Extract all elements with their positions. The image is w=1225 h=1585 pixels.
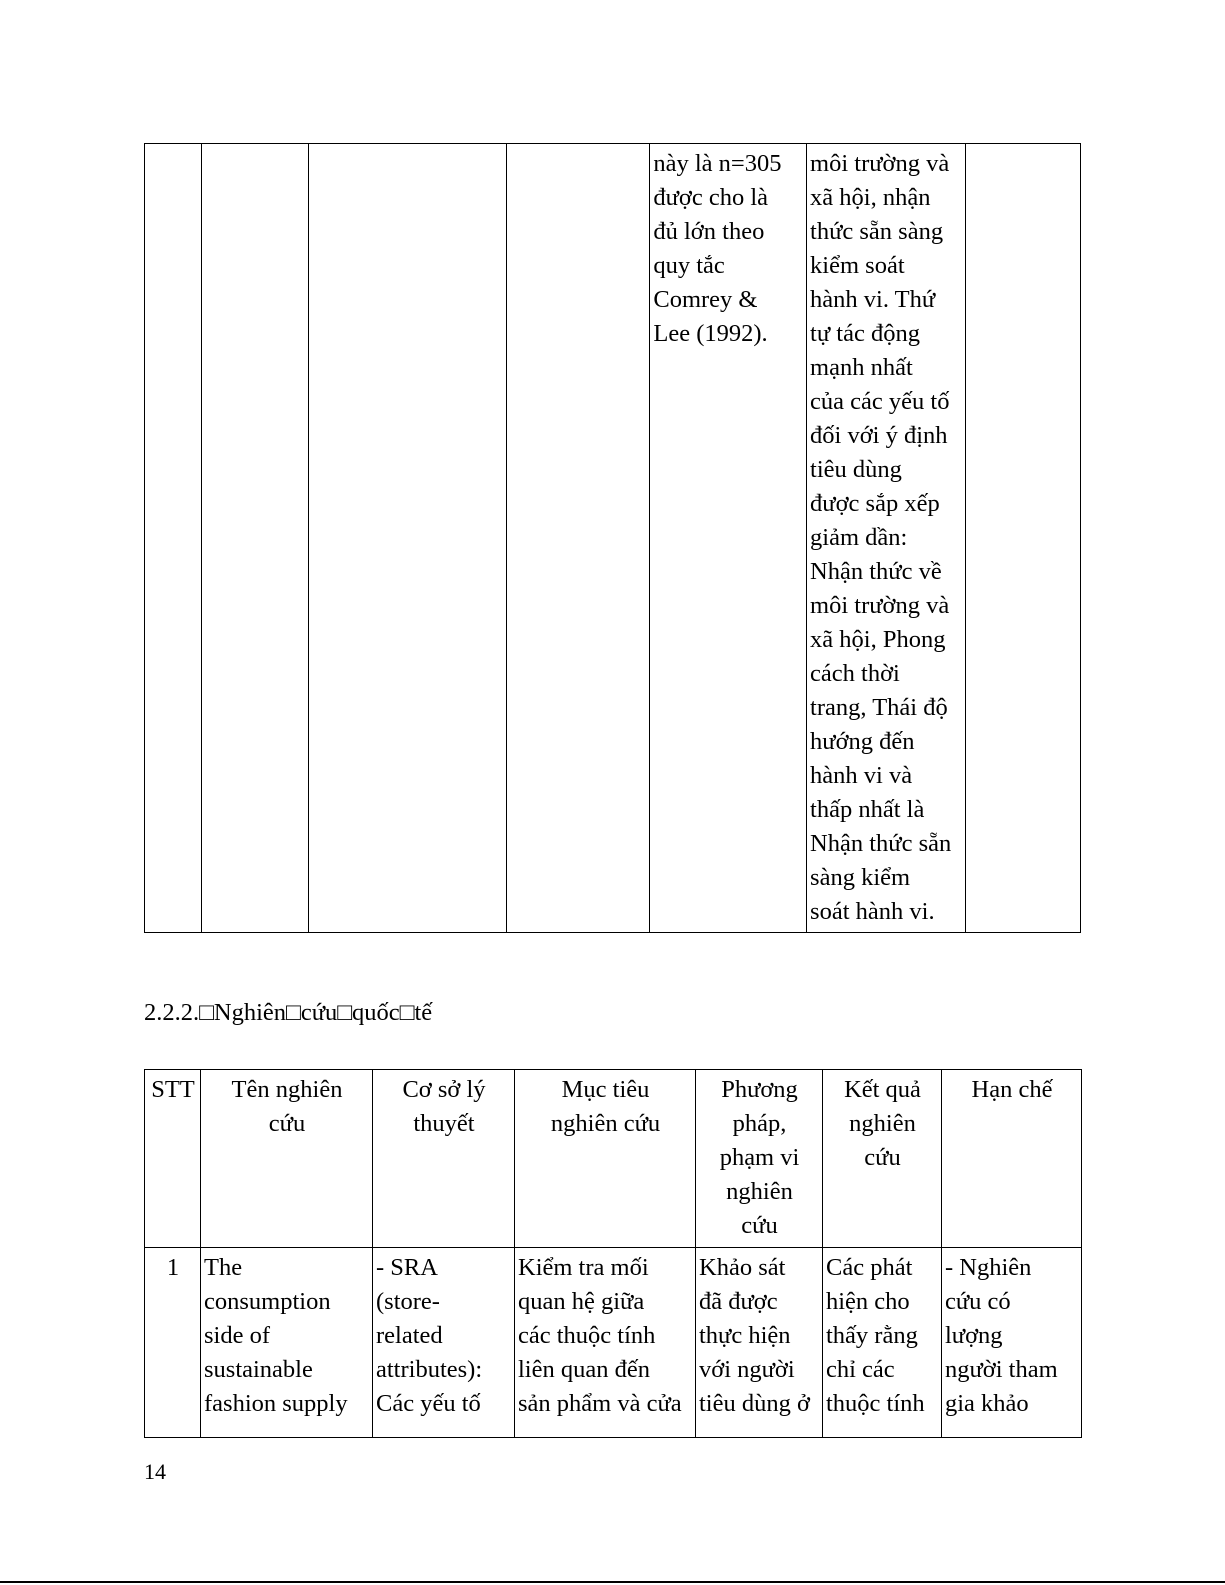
header-result (823, 1070, 942, 1248)
text-line: hành vi và (810, 762, 913, 789)
text-line: related (376, 1322, 443, 1349)
limitation-cell (965, 144, 1080, 933)
header-theory (373, 1070, 515, 1248)
text-line: Kiểm tra mối (518, 1254, 649, 1281)
text-line: thấp nhất là (810, 796, 925, 823)
text-line: thực hiện (699, 1322, 791, 1349)
text-line: được cho là (653, 184, 769, 211)
header-text: Hạn chế (971, 1076, 1053, 1103)
header-study-name (201, 1070, 373, 1248)
text-line: Nhận thức về (810, 558, 942, 585)
text-line: cứu có (945, 1288, 1011, 1315)
header-text: Tên nghiên (231, 1076, 343, 1103)
text-line: của các yếu tố (810, 388, 950, 415)
table-row (145, 1248, 1082, 1438)
section-heading: 2.2.2.□Nghiên□cứu□quốc□tế (144, 999, 433, 1026)
text-line: Nhận thức sẵn (810, 830, 952, 857)
text-line: cách thời (810, 660, 900, 687)
objective-cell (515, 1248, 696, 1438)
text-line: attributes): (376, 1356, 483, 1383)
continued-research-table (144, 143, 1081, 933)
international-research-table (144, 1069, 1082, 1438)
text-line: xã hội, nhận (810, 184, 931, 211)
header-text: cứu (864, 1144, 901, 1171)
header-text: phạm vi (719, 1144, 800, 1171)
text-line: các thuộc tính (518, 1322, 656, 1349)
study-name-cell (201, 1248, 373, 1438)
stt-cell (145, 1248, 201, 1438)
table-row (145, 144, 1081, 933)
header-text: Cơ sở lý (402, 1076, 486, 1103)
text-line: side of (204, 1322, 270, 1349)
text-line: tự tác động (810, 320, 920, 347)
page-number: 14 (144, 1459, 166, 1484)
text-line: Các phát (826, 1254, 913, 1281)
header-text: nghiên (849, 1110, 916, 1137)
header-objective (515, 1070, 696, 1248)
method-cell (696, 1248, 823, 1438)
limitation-cell (942, 1248, 1082, 1438)
text-line: Lee (1992). (653, 320, 768, 347)
text-line: liên quan đến (518, 1356, 650, 1383)
text-line: Comrey & (653, 286, 758, 313)
header-text: cứu (741, 1212, 778, 1239)
text-line: trang, Thái độ (810, 694, 948, 721)
theory-cell (308, 144, 506, 933)
text-line: này là n=305 (653, 150, 782, 177)
text-line: đối với ý định (810, 422, 948, 449)
method-cell (650, 144, 807, 933)
header-text: Phương (721, 1076, 798, 1103)
header-text: pháp, (732, 1110, 787, 1137)
text-line: giảm dần: (810, 524, 908, 551)
text-line: sàng kiểm (810, 864, 911, 891)
text-line: quan hệ giữa (518, 1288, 645, 1315)
row-number: 1 (166, 1254, 180, 1281)
text-line: hành vi. Thứ (810, 286, 936, 313)
header-text: nghiên cứu (550, 1110, 661, 1137)
text-line: môi trường và (810, 592, 950, 619)
text-line: The (204, 1254, 243, 1281)
text-line: hiện cho (826, 1288, 910, 1315)
text-line: gia khảo (945, 1390, 1029, 1417)
header-method (696, 1070, 823, 1248)
header-text: nghiên (726, 1178, 793, 1205)
text-line: consumption (204, 1288, 331, 1315)
stt-cell (145, 144, 202, 933)
text-line: kiểm soát (810, 252, 905, 279)
header-limitation (942, 1070, 1082, 1248)
header-text: Mục tiêu (561, 1076, 650, 1103)
results-cell (807, 144, 966, 933)
header-text: STT (151, 1076, 195, 1103)
text-line: sustainable (204, 1356, 313, 1383)
text-line: chỉ các (826, 1356, 895, 1383)
table-header-row (145, 1070, 1082, 1248)
text-line: soát hành vi. (810, 898, 935, 925)
text-line: Khảo sát (699, 1254, 786, 1281)
objective-cell (506, 144, 650, 933)
theory-cell (373, 1248, 515, 1438)
page-bottom-rule (0, 1581, 1225, 1583)
result-cell (823, 1248, 942, 1438)
text-line: người tham (945, 1356, 1058, 1383)
text-line: - SRA (376, 1254, 438, 1281)
text-line: (store- (376, 1288, 440, 1315)
text-line: Các yếu tố (376, 1390, 481, 1417)
header-stt (145, 1070, 201, 1248)
text-line: thấy rằng (826, 1322, 918, 1349)
text-line: lượng (945, 1322, 1003, 1349)
header-text: thuyết (413, 1110, 475, 1137)
text-line: được sắp xếp (810, 490, 940, 517)
text-line: hướng đến (810, 728, 915, 755)
text-line: đã được (699, 1288, 778, 1315)
text-line: đủ lớn theo (653, 218, 765, 245)
text-line: xã hội, Phong (810, 626, 946, 653)
header-text: Kết quả (844, 1076, 921, 1103)
text-line: mạnh nhất (810, 354, 913, 381)
header-text: cứu (268, 1110, 306, 1137)
text-line: thức sẵn sàng (810, 218, 944, 245)
text-line: thuộc tính (826, 1390, 925, 1417)
text-line: tiêu dùng ở (699, 1390, 810, 1417)
text-line: fashion supply (204, 1390, 348, 1417)
text-line: - Nghiên (945, 1254, 1032, 1281)
text-line: tiêu dùng (810, 456, 902, 483)
text-line: sản phẩm và cửa (518, 1390, 682, 1417)
text-line: với người (699, 1356, 795, 1383)
text-line: môi trường và (810, 150, 950, 177)
study-name-cell (201, 144, 308, 933)
text-line: quy tắc (653, 252, 725, 279)
